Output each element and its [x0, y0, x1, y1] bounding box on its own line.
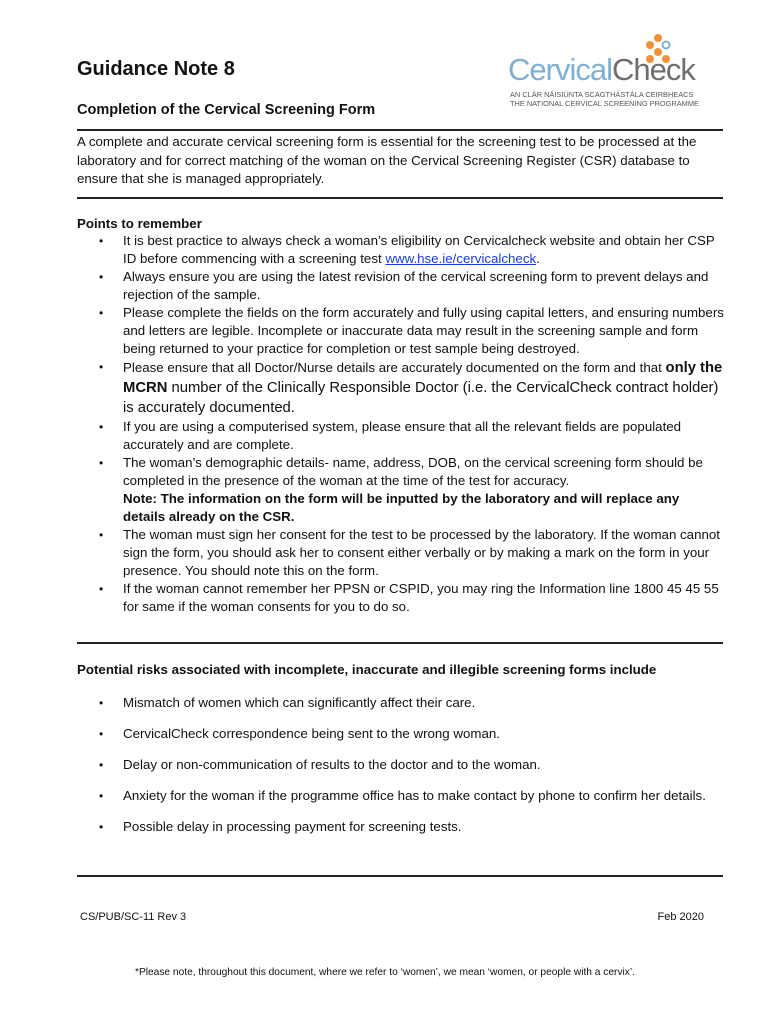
- list-item: [77, 454, 725, 526]
- divider: [77, 129, 723, 131]
- logo-brand-check: Check: [611, 52, 695, 87]
- divider: [77, 642, 723, 644]
- list-item: • Possible delay in processing payment for screening tests.: [77, 818, 725, 836]
- item-text: .: [536, 251, 540, 266]
- list-item: • If you are using a computerised system, please ensure that all the relevant fields are populated accurately and are complete.: [77, 418, 725, 454]
- item-note: Note: The information on the form will be inputted by the laboratory and will replace any details already on the CSR.: [123, 491, 680, 524]
- logo-tagline-irish: AN CLÁR NÁISIÚNTA SCAGTHÁSTÁLA CEIRBHEACS: [510, 90, 694, 99]
- divider: [77, 875, 723, 877]
- cervicalcheck-logo: [508, 30, 734, 110]
- list-item: • If the woman cannot remember her PPSN or CSPID, you may ring the Information line 1800 45 45 55 for same if the woman consents for you to do so.: [77, 580, 725, 616]
- page-subtitle: Completion of the Cervical Screening Form: [77, 102, 376, 118]
- list-item: • Always ensure you are using the latest revision of the cervical screening form to prevent delays and rejection of the sample.: [77, 268, 725, 304]
- list-item: • Mismatch of women which can significantly affect their care.: [77, 694, 725, 712]
- document-reference: CS/PUB/SC-11 Rev 3: [80, 911, 187, 923]
- list-item: [77, 232, 725, 268]
- divider: [77, 197, 723, 199]
- list-item: • The woman must sign her consent for the test to be processed by the laboratory. If the woman cannot sign the form, you should ask her to consent either verbally or by making a mark on the form in your presence. You should note this on the form.: [77, 526, 725, 580]
- cervicalcheck-link[interactable]: www.hse.ie/cervicalcheck: [385, 251, 537, 266]
- item-bold-text: only the MCRN: [123, 360, 723, 396]
- item-text: Please ensure that all Doctor/Nurse details are accurately documented on the form and that: [123, 360, 666, 375]
- page-title: Guidance Note 8: [77, 58, 235, 80]
- intro-paragraph: A complete and accurate cervical screening form is essential for the screening test to be processed at the laboratory and for correct matching of the woman on the Cervical Screening Register (CSR) database to ensure that she is managed appropriately.: [77, 134, 697, 186]
- list-item: [77, 358, 725, 418]
- document-date: Feb 2020: [657, 911, 704, 923]
- item-text: It is best practice to always check a woman’s eligibility on Cervicalcheck website and obtain her CSP ID before commencing with a screening test: [123, 233, 715, 266]
- list-item: • Please complete the fields on the form accurately and fully using capital letters, and ensuring numbers and letters are legible. Incomplete or inaccurate data may result in the screening sample and form being returned to your practice for completion or test sample being destroyed.: [77, 304, 725, 358]
- list-item: • Delay or non-communication of results to the doctor and to the woman.: [77, 756, 725, 774]
- risks-list: [77, 694, 725, 849]
- item-text: number of the Clinically Responsible Doctor (i.e. the CervicalCheck contract holder) is accurately documented.: [123, 380, 719, 416]
- item-text: The woman’s demographic details- name, address, DOB, on the cervical screening form should be completed in the presence of the woman at the time of the test for accuracy.: [123, 455, 703, 488]
- risks-heading: Potential risks associated with incomplete, inaccurate and illegible screening forms include: [77, 662, 657, 677]
- points-list: [77, 232, 725, 616]
- points-heading: Points to remember: [77, 216, 202, 231]
- footnote: *Please note, throughout this document, where we refer to ‘women’, we mean ‘women, or people with a cervix’.: [134, 967, 635, 978]
- list-item: • Anxiety for the woman if the programme office has to make contact by phone to confirm her details.: [77, 787, 725, 805]
- logo-tagline-english: THE NATIONAL CERVICAL SCREENING PROGRAMME: [510, 99, 699, 108]
- list-item: • CervicalCheck correspondence being sent to the wrong woman.: [77, 725, 725, 743]
- logo-brand-cervical: Cervical: [508, 52, 612, 87]
